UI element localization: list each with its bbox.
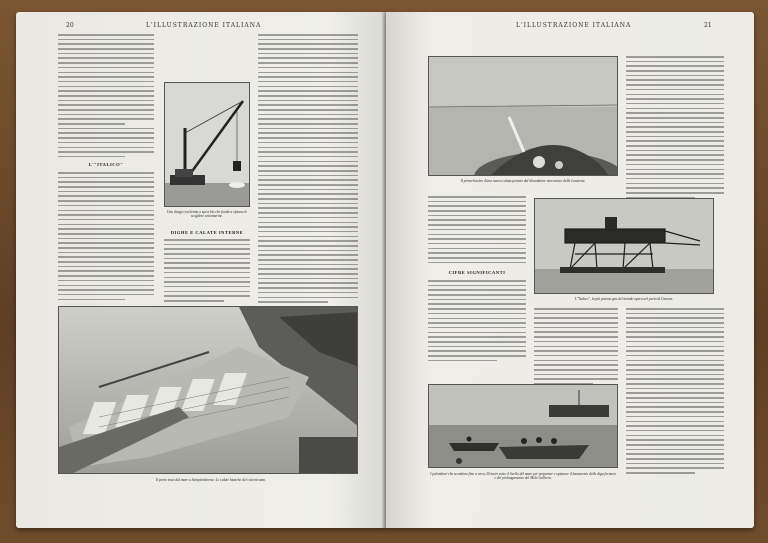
harbor-aerial-photo: [58, 306, 358, 474]
crane-dredge-illustration: [165, 83, 250, 207]
ship-bow-photo: [428, 56, 618, 176]
italico-crane-caption: L'"Italico", la più potente gru del mondo opera nel porto di Genova.: [574, 297, 674, 301]
ship-bow-illustration: [429, 57, 618, 176]
right-running-head: L'ILLUSTRAZIONE ITALIANA: [516, 22, 632, 29]
divers-boats-illustration: [429, 385, 618, 468]
left-page-number: 20: [66, 22, 74, 29]
magazine-spread: [12, 12, 758, 532]
harbor-aerial-caption: Il porto visto dal mare a Sampierdarena: Le calate bianche del calcestruzzo.: [155, 478, 267, 482]
right-page-number: 21: [704, 22, 712, 29]
right-column-3-top: [626, 56, 724, 206]
left-running-head: L'ILLUSTRAZIONE ITALIANA: [146, 22, 262, 29]
section-heading-cifre: CIFRE SIGNIFICANTI: [448, 270, 506, 275]
text-lines: [58, 34, 154, 161]
crane-dredge-caption: Una draga con benna a specchio che fonda a ripiano le scogliere sottomarine.: [166, 210, 248, 219]
crane-dredge-photo: [164, 82, 250, 207]
left-column-1: [58, 34, 154, 304]
text-lines: [58, 172, 154, 303]
right-column-3-bottom: [626, 308, 724, 488]
left-column-2-text: [164, 239, 250, 304]
italico-crane-illustration: [535, 199, 714, 294]
left-column-3: [258, 34, 358, 304]
right-column-1: [428, 196, 526, 366]
italico-crane-photo: [534, 198, 714, 294]
divers-boats-caption: I palombari che scendono fino a circa 20 metri sotto il livello del mare per preparare e spianare il basamento della diga foranea e del prolungamento del Molo Galliera.: [430, 472, 616, 481]
left-page: [16, 12, 386, 528]
section-heading-italico: L'"ITALICO": [88, 162, 124, 167]
right-page: [386, 12, 754, 528]
section-heading-dighe: DIGHE E CALATE INTERNE: [170, 230, 244, 235]
right-column-2: [534, 308, 618, 393]
harbor-aerial-illustration: [59, 307, 358, 474]
ship-bow-caption: Il primo bacino d'una nuova calata portato dal dissodatore meccanico della Lanterna.: [460, 179, 586, 183]
divers-boats-photo: [428, 384, 618, 468]
